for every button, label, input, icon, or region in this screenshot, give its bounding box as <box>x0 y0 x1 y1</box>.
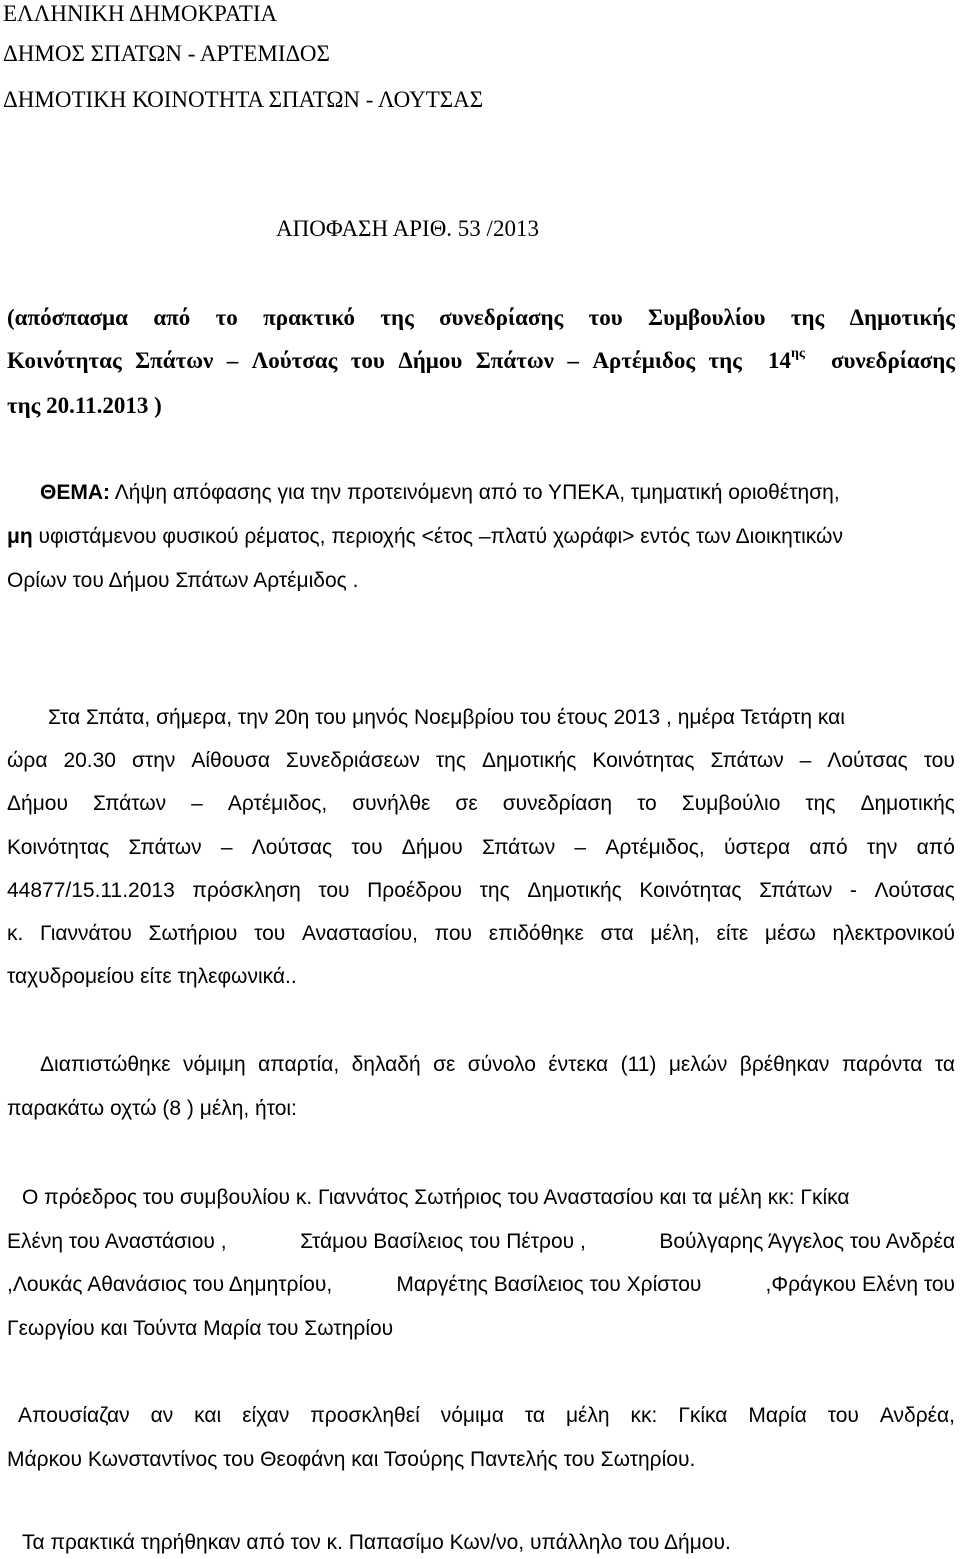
word: Σπάτων <box>759 879 833 902</box>
intro-line-3 <box>7 790 955 818</box>
word: Ανδρέα, <box>879 1404 955 1427</box>
word: Κοινότητας <box>639 879 742 902</box>
word: Ελένη του Αναστάσιου , <box>7 1230 227 1253</box>
word: Μαρία <box>748 1404 807 1427</box>
present-line-3 <box>7 1271 955 1299</box>
session-word: συνεδρίασης <box>830 348 955 373</box>
word: τα <box>934 1053 955 1076</box>
word: Λούτσας <box>251 348 338 373</box>
present-line-4: Γεωργίου και Τούντα Μαρία του Σωτηρίου <box>7 1317 394 1340</box>
word: ύστερα <box>723 836 791 859</box>
extract-line-2 <box>7 347 955 375</box>
word: – <box>220 836 233 859</box>
word: Δήμου <box>7 792 68 815</box>
word: (απόσπασμα <box>7 305 128 330</box>
word: κκ: <box>630 1404 658 1427</box>
word: ,Φράγκου Ελένη του <box>765 1273 955 1296</box>
absent-line-1 <box>18 1402 955 1430</box>
word: είχαν <box>242 1404 290 1427</box>
absent-line-2: Μάρκου Κωνσταντίνος του Θεοφάνη και Τσούρης Παντελής του Σωτηρίου. <box>7 1448 696 1471</box>
word: Αρτέμιδος <box>592 348 696 373</box>
word: από <box>153 305 191 330</box>
session-number: $14^{\eta\varsigma}$ <box>768 346 805 373</box>
word: μέλη <box>565 1404 610 1427</box>
word: Δημοτικής <box>481 749 577 772</box>
word: Αρτέμιδος, <box>605 836 705 859</box>
word: την <box>866 836 898 859</box>
word: στην <box>131 749 176 772</box>
word: Λούτσας <box>874 879 955 902</box>
subject-line-1 <box>40 479 840 507</box>
word: Συμβούλιο <box>681 792 781 815</box>
word: Διαπιστώθηκε <box>40 1053 171 1076</box>
word: Κοινότητας <box>7 348 122 373</box>
subject-line-3: Ορίων του Δήμου Σπάτων Αρτέμιδος . <box>7 569 359 592</box>
word: πρόσκληση <box>192 879 301 902</box>
word: Βούλγαρης Άγγελος του Ανδρέα <box>659 1230 955 1253</box>
present-line-1: Ο πρόεδρος του συμβουλίου κ. Γιαννάτος Σωτήριος του Αναστασίου και τα μέλη κκ: Γκίκα <box>22 1186 850 1209</box>
word: συνεδρίασης <box>439 305 564 330</box>
word: πρακτικό <box>263 305 356 330</box>
word: το <box>215 305 238 330</box>
word: του <box>827 1404 859 1427</box>
word: κ. <box>7 922 24 945</box>
word: Δημοτικής <box>849 305 955 330</box>
extract-line-3: της 20.11.2013 ) <box>7 393 162 418</box>
header-line-community: ΔΗΜΟΤΙΚΗ ΚΟΙΝΟΤΗΤΑ ΣΠΑΤΩΝ - ΛΟΥΤΣΑΣ <box>3 87 484 112</box>
word: επιδόθηκε <box>488 922 584 945</box>
word: του <box>318 879 350 902</box>
word: είτε <box>716 922 749 945</box>
header-line-municipality: ΔΗΜΟΣ ΣΠΑΤΩΝ - ΑΡΤΕΜΙΔΟΣ <box>3 41 330 66</box>
subject-label: ΘΕΜΑ: <box>40 481 110 504</box>
word: Αναστασίου, <box>301 922 418 945</box>
word: Δημοτικής <box>527 879 622 902</box>
word: Αρτέμιδος, <box>227 792 328 815</box>
word: Μαργέτης Βασίλειος του Χρίστου <box>396 1273 702 1296</box>
word: μέλη, <box>650 922 700 945</box>
decision-title: ΑΠΟΦΑΣΗ ΑΡΙΘ. 53 /2013 <box>276 216 539 241</box>
word: Σπάτων <box>710 749 784 772</box>
intro-line-2 <box>7 747 955 775</box>
extract-line-1 <box>7 304 955 332</box>
word: Κοινότητας <box>592 749 695 772</box>
extract-line-2-words <box>7 347 742 375</box>
word: Συμβουλίου <box>648 305 766 330</box>
word: απαρτία, <box>258 1053 340 1076</box>
word: του <box>351 836 383 859</box>
word: Στάμου Βασίλειος του Πέτρου , <box>300 1230 586 1253</box>
word: Κοινότητας <box>7 836 110 859</box>
subject-text-1: Λήψη απόφασης για την προτεινόμενη από το ΥΠΕΚΑ, τμηματική οριοθέτηση, <box>114 481 840 504</box>
word: Συνεδριάσεων <box>285 749 420 772</box>
word: προσκληθεί <box>310 1404 420 1427</box>
word: του <box>588 305 623 330</box>
header-line-republic: ΕΛΛΗΝΙΚΗ ΔΗΜΟΚΡΑΤΙΑ <box>3 1 278 26</box>
word: Γιαννάτου <box>40 922 132 945</box>
word: του <box>350 348 385 373</box>
quorum-line-1 <box>40 1051 955 1079</box>
word: Δήμου <box>398 348 463 373</box>
word: – <box>191 792 203 815</box>
word: Δήμου <box>401 836 463 859</box>
word: Σπάτων <box>135 348 214 373</box>
word: – <box>567 348 579 373</box>
word: Γκίκα <box>678 1404 728 1427</box>
word: της <box>479 879 510 902</box>
word: Δημοτικής <box>860 792 955 815</box>
word: που <box>434 922 473 945</box>
word: του <box>923 749 955 772</box>
intro-line-7: ταχυδρομείου είτε τηλεφωνικά.. <box>7 965 297 988</box>
word: έντεκα <box>548 1053 609 1076</box>
word: της <box>805 792 836 815</box>
word: – <box>799 749 812 772</box>
word: - <box>849 879 857 902</box>
word: το <box>637 792 657 815</box>
word: βρέθηκαν <box>739 1053 830 1076</box>
word: τα <box>524 1404 545 1427</box>
word: στα <box>600 922 634 945</box>
word: Σπάτων <box>482 836 556 859</box>
word: σε <box>455 792 478 815</box>
word: Σπάτων <box>475 348 554 373</box>
word: από <box>809 836 848 859</box>
word: από <box>916 836 955 859</box>
word: Σωτήριου <box>148 922 238 945</box>
word: μέσω <box>764 922 816 945</box>
intro-line-1: Στα Σπάτα, σήμερα, την 20η του μηνός Νοεμβρίου του έτους 2013 , ημέρα Τετάρτη και <box>48 706 845 729</box>
word: Λούτσας <box>251 836 333 859</box>
word: δηλαδή <box>351 1053 421 1076</box>
word: μελών <box>668 1053 728 1076</box>
quorum-line-2: παρακάτω οχτώ (8 ) μέλη, ήτοι: <box>7 1097 297 1120</box>
word: σε <box>433 1053 456 1076</box>
word: και <box>194 1404 222 1427</box>
word: συνεδρίαση <box>502 792 613 815</box>
word: Σπάτων <box>92 792 167 815</box>
word: της <box>380 305 414 330</box>
intro-line-6 <box>7 920 955 948</box>
intro-line-5 <box>7 877 955 905</box>
word: σύνολο <box>467 1053 536 1076</box>
word: 44877/15.11.2013 <box>7 879 175 902</box>
word: παρόντα <box>841 1053 923 1076</box>
word: Απουσίαζαν <box>18 1404 130 1427</box>
word: νόμιμη <box>182 1053 246 1076</box>
word: Αίθουσα <box>191 749 270 772</box>
word: – <box>226 348 239 373</box>
word: αν <box>150 1404 174 1427</box>
word: της <box>435 749 466 772</box>
word: της <box>708 348 742 373</box>
word: ώρα <box>7 749 48 772</box>
word: 20.30 <box>63 749 116 772</box>
word: της <box>790 305 825 330</box>
subject-line-2: μη υφιστάμενου φυσικού ρέματος, περιοχής <έτος –πλατύ χωράφι> εντός των Διοικητικών <box>7 525 843 548</box>
word: νόμιμα <box>440 1404 504 1427</box>
word: Λούτσας <box>827 749 908 772</box>
word: – <box>574 836 587 859</box>
minutes-line-1: Τα πρακτικά τηρήθηκαν από τον κ. Παπασίμο Κων/νο, υπάλληλο του Δήμου. <box>22 1531 731 1554</box>
word: συνήλθε <box>352 792 431 815</box>
word: Σπάτων <box>128 836 202 859</box>
present-line-2 <box>7 1228 955 1256</box>
word: Προέδρου <box>367 879 463 902</box>
word: (11) <box>620 1053 657 1076</box>
word: του <box>254 922 286 945</box>
word: ,Λουκάς Αθανάσιος του Δημητρίου, <box>7 1273 333 1296</box>
word: ηλεκτρονικού <box>832 922 955 945</box>
intro-line-4 <box>7 834 955 862</box>
